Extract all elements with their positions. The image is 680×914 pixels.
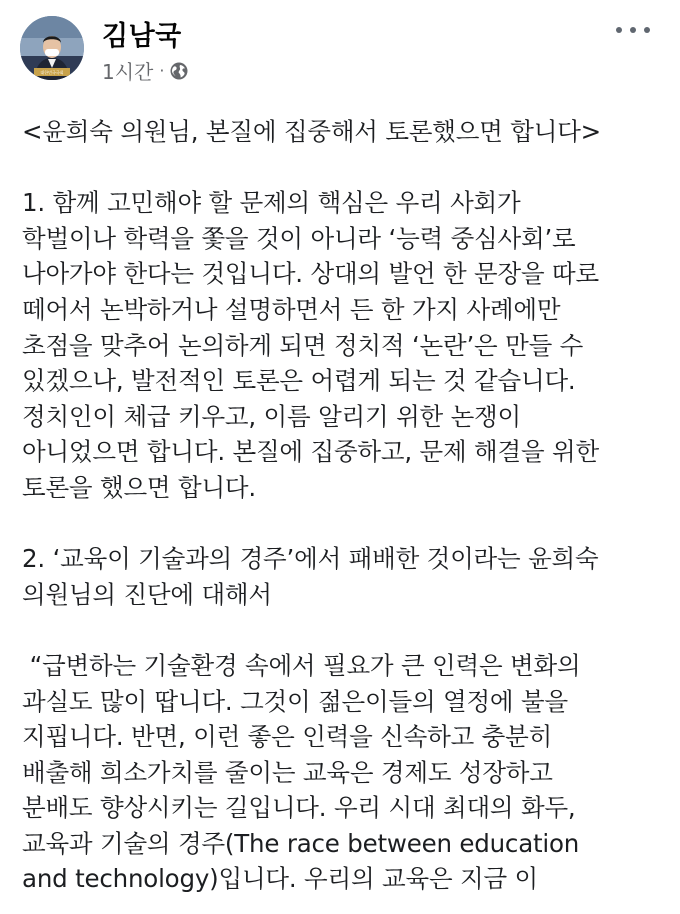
post-line: 떼어서 논박하거나 설명하면서 든 한 가지 사례에만 [22,294,561,324]
post-line: 배출해 희소가치를 줄이는 교육은 경제도 성장하고 [22,757,553,787]
avatar[interactable] [20,16,84,80]
post-line: 초점을 맞추어 논의하게 되면 정치적 ‘논란’은 만들 수 [22,330,584,360]
post-line: <윤희숙 의원님, 본질에 집중해서 토론했으면 합니다> [22,117,601,146]
meta-separator: · [159,61,165,80]
post-line: 나아가야 한다는 것입니다. 상대의 발언 한 문장을 따로 [22,259,599,289]
post-line: 2. ‘교육이 기술과의 경주’에서 패배한 것이라는 윤희숙 [22,544,599,574]
paragraph-gap [22,150,662,186]
post-meta [102,56,189,85]
post-line: 정치인이 체급 키우고, 이름 알리기 위한 논쟁이 [22,401,521,431]
post-line: 지핍니다. 반면, 이런 좋은 인력을 신속하고 충분히 [22,722,553,752]
more-dot-icon [644,27,650,33]
post-body [22,114,662,897]
post-line: 분배도 향상시키는 길입니다. 우리 시대 최대의 화두, [22,793,576,823]
post-line: 1. 함께 고민해야 할 문제의 핵심은 우리 사회가 [22,188,521,218]
post-line: 아니었으면 합니다. 본질에 집중하고, 문제 해결을 위한 [22,437,599,467]
post-line: and technology)입니다. 우리의 교육은 지금 이 [22,864,539,894]
globe-icon[interactable] [169,61,189,81]
more-dot-icon [616,27,622,33]
avatar-image [20,16,84,80]
more-options-button[interactable] [616,20,650,40]
post-line: 있겠으나, 발전적인 토론은 어렵게 되는 것 같습니다. [22,366,576,396]
more-dot-icon [630,27,636,33]
post-line: 토론을 했으면 합니다. [22,472,256,502]
post-line: 의원님의 진단에 대해서 [22,579,272,609]
post-line: 학벌이나 학력을 쫓을 것이 아니라 ‘능력 중심사회’로 [22,223,576,253]
post-header [0,0,680,100]
paragraph-gap [22,612,662,648]
paragraph-gap [22,506,662,542]
post-timestamp[interactable]: 1시간 [102,60,154,84]
author-name[interactable]: 김남국 [102,21,182,52]
post-line: “급변하는 기술환경 속에서 필요가 큰 인력은 변화의 [22,650,581,680]
post-line: 과실도 많이 땁니다. 그것이 젊은이들의 열정에 불을 [22,686,568,716]
post-line: 교육과 기술의 경주(The race between education [22,828,580,858]
avatar-caption: 대한민국국회 [40,70,64,75]
